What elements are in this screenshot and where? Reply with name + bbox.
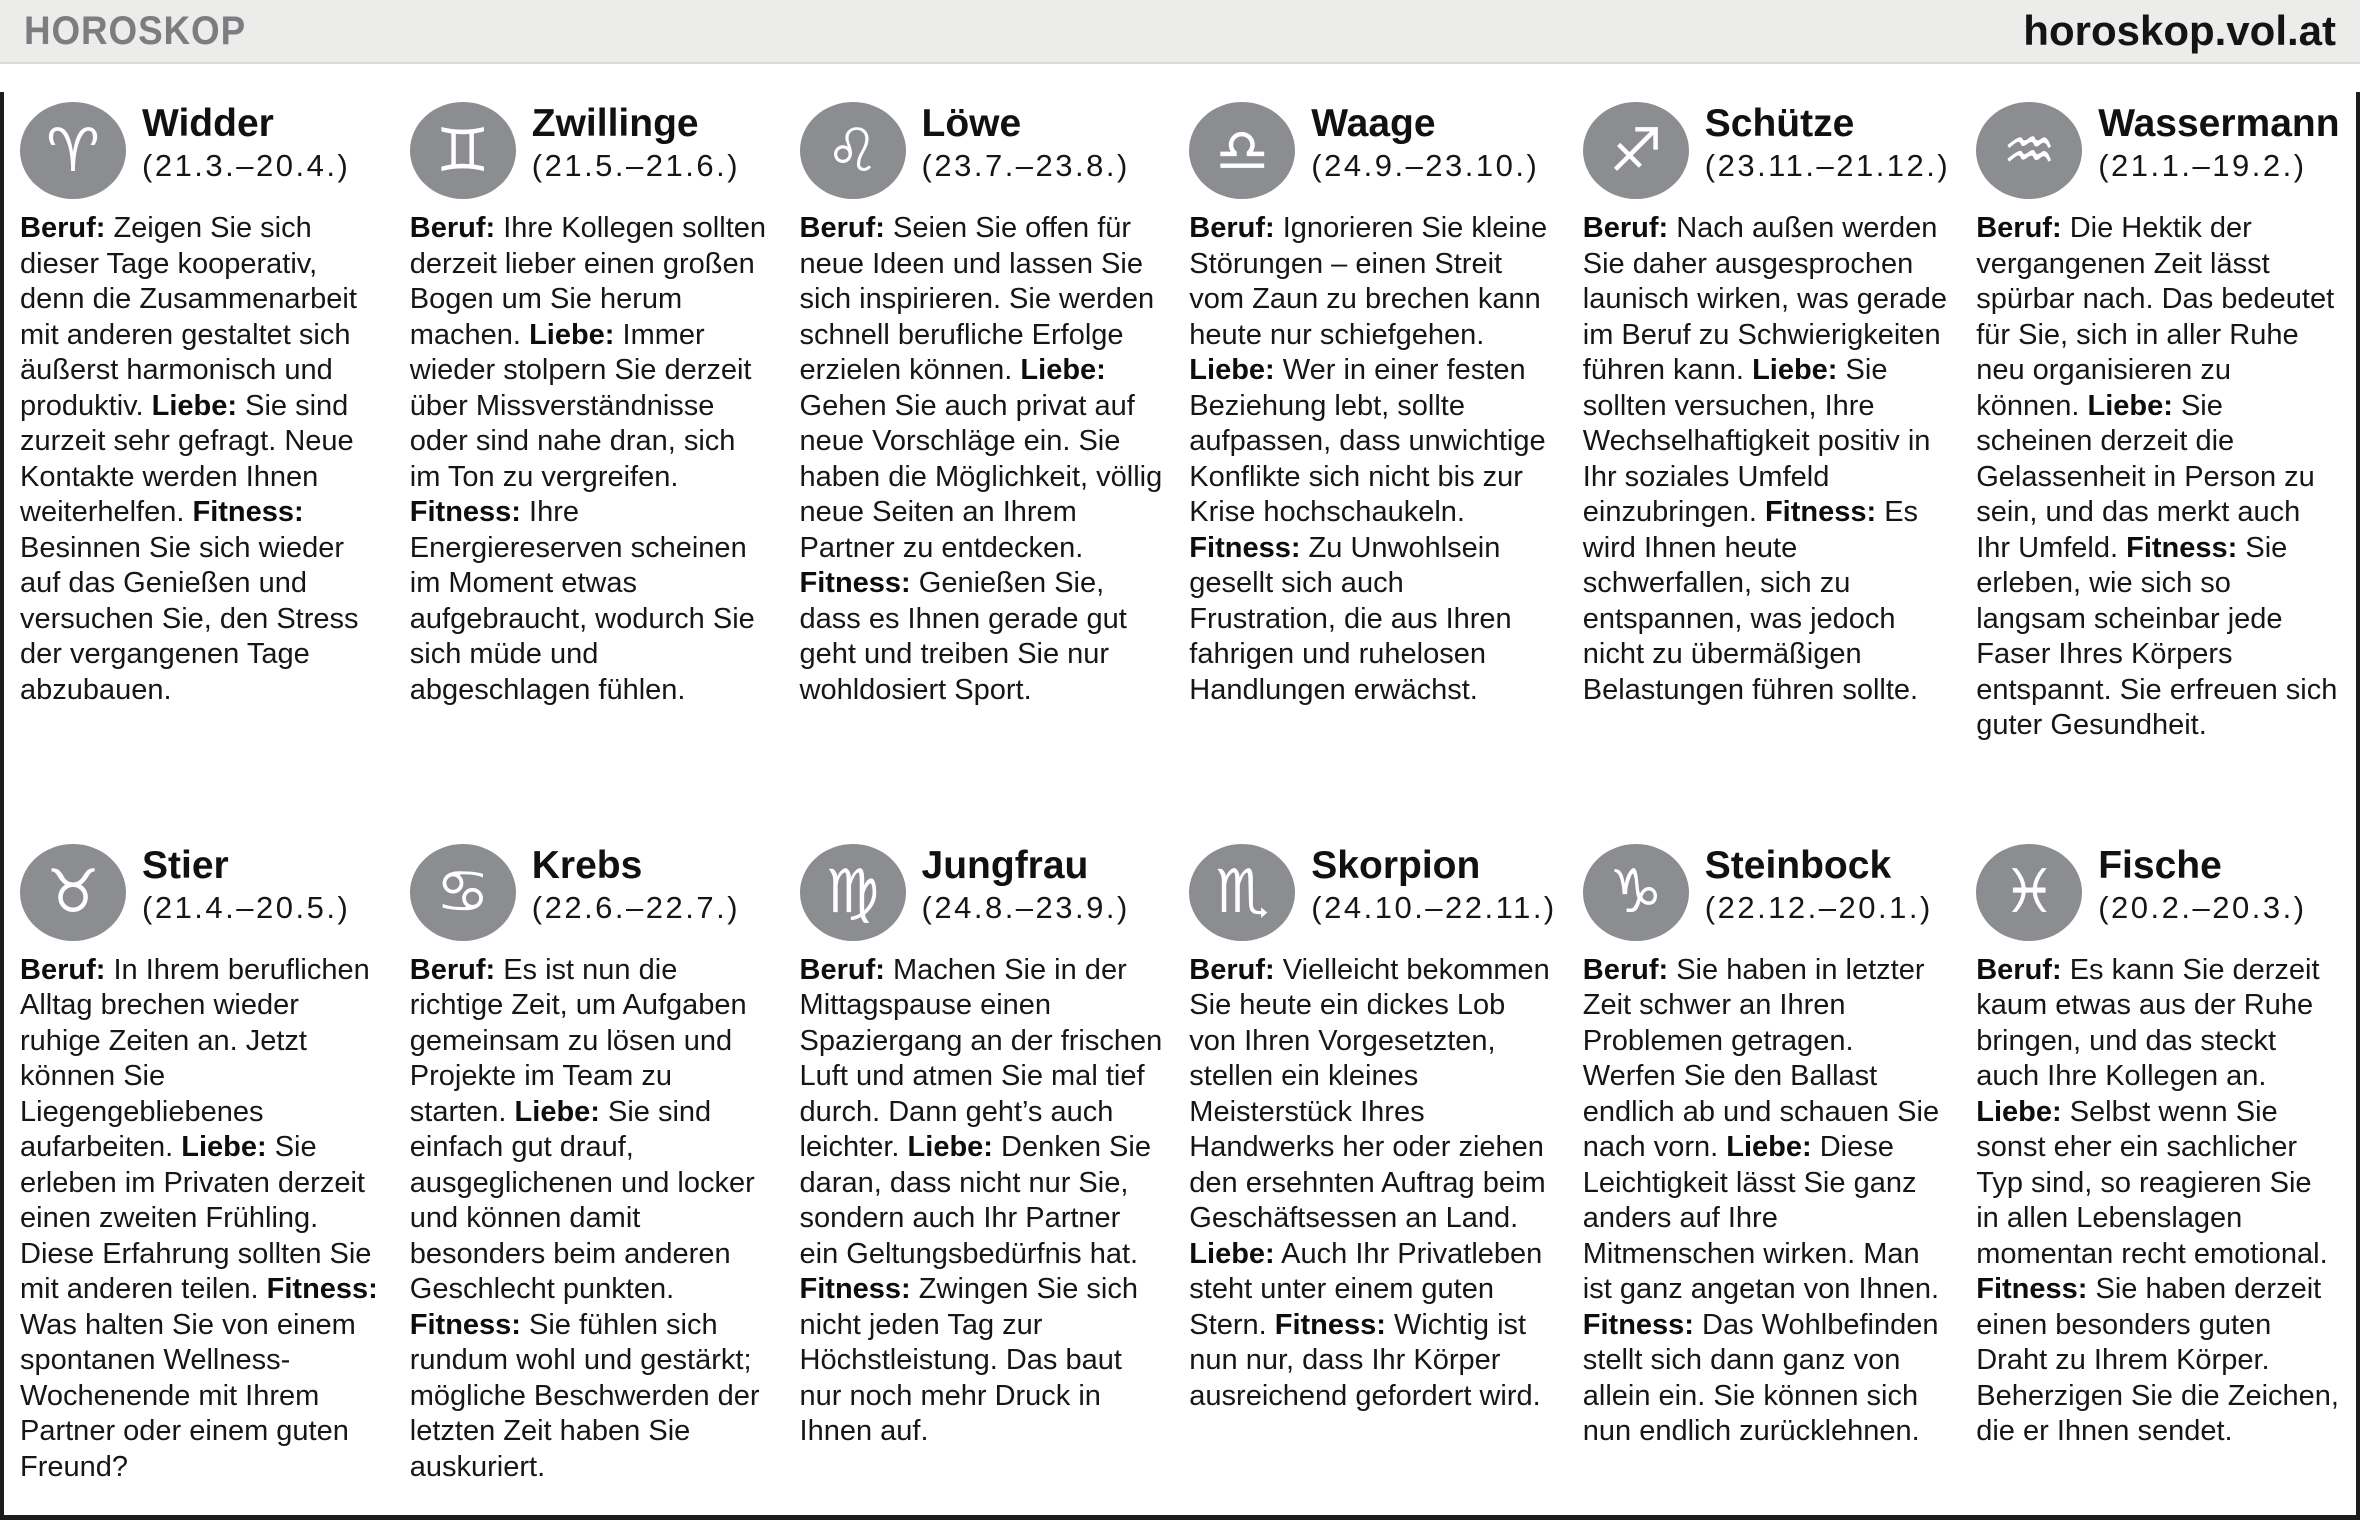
section-label: Liebe: bbox=[1189, 1237, 1275, 1270]
sign-text bbox=[20, 953, 384, 1486]
section-label: Fitness: bbox=[799, 567, 911, 600]
section-label: Liebe: bbox=[1189, 354, 1275, 387]
sign-name: Jungfrau bbox=[921, 843, 1089, 887]
sign-title-block bbox=[2082, 102, 2339, 184]
sign-card-header bbox=[1976, 102, 2340, 199]
sign-name: Krebs bbox=[531, 843, 643, 887]
sign-text bbox=[1583, 953, 1950, 1450]
sign-card-header bbox=[1583, 102, 1950, 199]
section-label: Fitness: bbox=[1274, 1308, 1386, 1341]
aries-icon bbox=[20, 102, 126, 199]
section-text: Auch Ihr Privatleben steht unter einem guten Stern. bbox=[1189, 1237, 1543, 1341]
sign-name: Widder bbox=[142, 102, 274, 145]
section-text: Sie fühlen sich rundum wohl und gestärkt; mögliche Beschwerden der letzten Zeit haben Sie auskuriert. bbox=[409, 1308, 760, 1483]
sign-text bbox=[20, 211, 384, 708]
sign-name: Schütze bbox=[1704, 102, 1855, 145]
sign-card-waage bbox=[1189, 102, 1556, 744]
section-label: Beruf: bbox=[1189, 212, 1275, 244]
sign-card-header bbox=[20, 102, 384, 199]
virgo-icon-glyph: ♍ bbox=[825, 857, 880, 928]
aquarius-icon bbox=[1976, 102, 2082, 199]
section-label: Liebe: bbox=[514, 1095, 600, 1128]
sign-date-range: (20.2.–20.3.) bbox=[2098, 889, 2307, 925]
pisces-icon bbox=[1976, 844, 2082, 941]
section-label: Beruf: bbox=[409, 953, 496, 986]
section-text: Sie haben in letzter Zeit schwer an Ihren Problemen getragen. Werfen Sie den Ballast endlich ab und schauen Sie nach vorn. bbox=[1582, 953, 1940, 1164]
sign-title-block bbox=[516, 102, 740, 184]
sign-title-block bbox=[1295, 844, 1556, 926]
section-label: Fitness: bbox=[799, 1273, 911, 1306]
section-label: Beruf: bbox=[20, 953, 106, 986]
section-label: Liebe: bbox=[151, 389, 238, 422]
section-label: Fitness: bbox=[192, 496, 304, 529]
section-text: Ihre Kollegen sollten derzeit lieber einen großen Bogen um Sie herum machen. bbox=[409, 212, 767, 351]
sign-date-range: (24.10.–22.11.) bbox=[1311, 889, 1557, 925]
section-text: Denken Sie daran, dass nicht nur Sie, sondern auch Ihr Partner ein Geltungsbedürfnis hat. bbox=[799, 1131, 1151, 1270]
section-text: Es ist nun die richtige Zeit, um Aufgaben gemeinsam zu lösen und Projekte im Team zu starten. bbox=[409, 953, 747, 1128]
sign-text bbox=[1189, 953, 1556, 1415]
section-text: Zu Unwohlsein gesellt sich auch Frustration, die aus Ihren fahrigen und ruhelosen Handlungen erwächst. bbox=[1189, 531, 1512, 706]
section-label: Beruf: bbox=[1976, 212, 2062, 244]
section-header-bar bbox=[0, 0, 2360, 64]
horoscope-board bbox=[0, 92, 2360, 1520]
section-label: Fitness: bbox=[2126, 531, 2238, 564]
sign-card-header bbox=[1583, 844, 1950, 941]
sign-title-block bbox=[2082, 844, 2306, 926]
site-url: horoskop.vol.at bbox=[2023, 7, 2336, 54]
section-text: In Ihrem beruflichen Alltag brechen wieder ruhige Zeiten an. Jetzt können Sie Liegengebliebenes aufarbeiten. bbox=[20, 953, 370, 1164]
section-text: Diese Leichtigkeit lässt Sie ganz anders auf Ihre Mitmenschen wirken. Man ist ganz angetan von Ihnen. bbox=[1582, 1131, 1940, 1306]
sign-card-header bbox=[20, 844, 384, 941]
leo-icon bbox=[800, 102, 906, 199]
section-text: Immer wieder stolpern Sie derzeit über Missverständnisse oder sind nahe dran, sich im Ton zu vergreifen. bbox=[409, 318, 752, 493]
section-text: Wer in einer festen Beziehung lebt, sollte aufpassen, dass unwichtige Konflikte sich nicht bis zur Krise hochschaukeln. bbox=[1189, 354, 1546, 529]
section-text: Es kann Sie derzeit kaum etwas aus der Ruhe bringen, und das steckt auch Ihre Kollegen an. bbox=[1976, 953, 2320, 1093]
section-text: Sie scheinen derzeit die Gelassenheit in Person zu sein, und das merkt auch Ihr Umfeld. bbox=[1976, 389, 2315, 564]
sign-text bbox=[410, 953, 774, 1486]
sign-card-header bbox=[1189, 102, 1556, 199]
section-label: Fitness: bbox=[1189, 531, 1301, 564]
section-label: Beruf: bbox=[1189, 953, 1275, 986]
gemini-icon bbox=[410, 102, 516, 199]
sign-card-schuetze bbox=[1583, 102, 1950, 744]
sign-date-range: (21.4.–20.5.) bbox=[142, 889, 351, 925]
sign-date-range: (24.8.–23.9.) bbox=[921, 889, 1130, 925]
sign-card-header bbox=[1189, 844, 1556, 941]
section-label: Beruf: bbox=[1976, 953, 2062, 986]
sign-name: Fische bbox=[2098, 843, 2222, 887]
section-label: Liebe: bbox=[1020, 354, 1106, 387]
section-label: Beruf: bbox=[1582, 212, 1669, 244]
sign-text bbox=[410, 211, 774, 708]
section-text: Sie erleben im Privaten derzeit einen zweiten Frühling. Diese Erfahrung sollten Sie mit anderen teilen. bbox=[20, 1131, 372, 1306]
section-label: Beruf: bbox=[1582, 953, 1669, 986]
section-text: Wichtig ist nun nur, dass Ihr Körper ausreichend gefordert wird. bbox=[1189, 1308, 1541, 1412]
sign-name: Skorpion bbox=[1311, 843, 1481, 887]
section-text: Ihre Energiereserven scheinen im Moment etwas aufgebraucht, wodurch Sie sich müde und abgeschlagen fühlen. bbox=[409, 496, 755, 706]
sagittarius-icon-glyph: ♐ bbox=[1608, 115, 1663, 186]
sign-text bbox=[800, 211, 1164, 708]
sign-title-block bbox=[516, 844, 740, 926]
sign-text bbox=[1583, 211, 1950, 708]
section-label: Fitness: bbox=[1976, 1273, 2088, 1306]
sign-card-zwillinge bbox=[410, 102, 774, 744]
section-text: Selbst wenn Sie sonst eher ein sachlicher Typ sind, so reagieren Sie in allen Lebenslagen momentan recht emotional. bbox=[1976, 1095, 2328, 1270]
sign-card-fische bbox=[1976, 844, 2340, 1486]
sign-text bbox=[800, 953, 1164, 1450]
sign-title-block bbox=[906, 102, 1130, 184]
section-text: Zwingen Sie sich nicht jeden Tag zur Höchstleistung. Das baut nur noch mehr Druck in Ihnen auf. bbox=[799, 1273, 1138, 1448]
section-label: Beruf: bbox=[20, 212, 106, 244]
sign-card-steinbock bbox=[1583, 844, 1950, 1486]
sign-name: Stier bbox=[142, 843, 229, 887]
section-text: Sie haben derzeit einen besonders guten Draht zu Ihrem Körper. Beherzigen Sie die Zeichen, die er Ihnen sendet. bbox=[1976, 1273, 2339, 1448]
libra-icon bbox=[1189, 102, 1295, 199]
section-text: Die Hektik der vergangenen Zeit lässt spürbar nach. Das bedeutet für Sie, sich in aller Ruhe neu organisieren zu können. bbox=[1976, 212, 2335, 422]
sign-title-block bbox=[1689, 844, 1933, 926]
section-label: Fitness: bbox=[409, 496, 521, 529]
section-text: Sie erleben, wie sich so langsam scheinbar jede Faser Ihres Körpers entspannt. Sie erfreuen sich guter Gesundheit. bbox=[1976, 531, 2338, 742]
section-label: Beruf: bbox=[409, 212, 496, 244]
section-text: Machen Sie in der Mittagspause einen Spaziergang an der frischen Luft und atmen Sie mal tief durch. Dann geht’s auch leichter. bbox=[799, 953, 1163, 1164]
sign-name: Löwe bbox=[921, 102, 1022, 145]
sign-text bbox=[1189, 211, 1556, 708]
capricorn-icon-glyph: ♑ bbox=[1608, 857, 1663, 928]
sign-card-loewe bbox=[800, 102, 1164, 744]
section-text: Zeigen Sie sich dieser Tage kooperativ, denn die Zusammenarbeit mit anderen gestaltet sich äußerst harmonisch und produktiv. bbox=[20, 212, 357, 422]
section-label: Beruf: bbox=[799, 953, 885, 986]
section-text: Das Wohlbefinden stellt sich dann ganz von allein ein. Sie können sich nun endlich zurücklehnen. bbox=[1582, 1308, 1939, 1448]
sign-date-range: (22.12.–20.1.) bbox=[1704, 889, 1933, 925]
sign-title-block bbox=[906, 844, 1130, 926]
sign-title-block bbox=[126, 844, 350, 926]
section-label: Liebe: bbox=[1726, 1131, 1812, 1164]
page-title: HOROSKOP bbox=[24, 8, 247, 53]
section-label: Liebe: bbox=[907, 1131, 993, 1164]
section-label: Fitness: bbox=[1764, 496, 1877, 529]
sign-date-range: (23.7.–23.8.) bbox=[921, 147, 1130, 183]
sign-card-header bbox=[800, 844, 1164, 941]
sign-text bbox=[1976, 211, 2340, 744]
sign-name: Wassermann bbox=[2098, 102, 2340, 145]
sign-title-block bbox=[126, 102, 350, 184]
sign-date-range: (21.5.–21.6.) bbox=[531, 147, 741, 183]
gemini-icon-glyph: ♊ bbox=[435, 115, 490, 186]
aquarius-icon-glyph: ♒ bbox=[2002, 115, 2057, 186]
section-text: Sie sind zurzeit sehr gefragt. Neue Kontakte werden Ihnen weiterhelfen. bbox=[20, 389, 354, 529]
aries-icon-glyph: ♈ bbox=[46, 115, 100, 186]
sign-card-wassermann bbox=[1976, 102, 2340, 744]
sagittarius-icon bbox=[1583, 102, 1689, 199]
pisces-icon-glyph: ♓ bbox=[2002, 857, 2057, 928]
section-text: Sie sollten versuchen, Ihre Wechselhaftigkeit positiv in Ihr soziales Umfeld einzubringen. bbox=[1582, 354, 1931, 529]
cancer-icon bbox=[410, 844, 516, 941]
section-text: Genießen Sie, dass es Ihnen gerade gut geht und treiben Sie nur wohldosiert Sport. bbox=[799, 567, 1127, 706]
section-text: Was halten Sie von einem spontanen Wellness-Wochenende mit Ihrem Partner oder einem guten Freund? bbox=[20, 1308, 356, 1483]
section-label: Fitness: bbox=[409, 1308, 521, 1341]
sign-date-range: (22.6.–22.7.) bbox=[531, 889, 741, 925]
sign-text bbox=[1976, 953, 2340, 1450]
section-label: Liebe: bbox=[2087, 389, 2173, 422]
section-text: Es wird Ihnen heute schwerfallen, sich zu entspannen, was jedoch nicht zu übermäßigen Belastungen führen sollte. bbox=[1582, 496, 1919, 706]
sign-card-header bbox=[410, 102, 774, 199]
virgo-icon bbox=[800, 844, 906, 941]
sign-card-header bbox=[410, 844, 774, 941]
sign-card-jungfrau bbox=[800, 844, 1164, 1486]
section-label: Liebe: bbox=[1752, 354, 1838, 387]
section-text: Ignorieren Sie kleine Störungen – einen Streit vom Zaun zu brechen kann heute nur schiefgehen. bbox=[1189, 212, 1548, 351]
sign-date-range: (21.3.–20.4.) bbox=[142, 147, 351, 183]
section-label: Beruf: bbox=[799, 212, 885, 244]
horoscope-grid bbox=[20, 102, 2340, 1485]
sign-date-range: (21.1.–19.2.) bbox=[2098, 147, 2307, 183]
section-label: Liebe: bbox=[1976, 1095, 2062, 1128]
sign-card-krebs bbox=[410, 844, 774, 1486]
section-text: Vielleicht bekommen Sie heute ein dickes Lob von Ihren Vorgesetzten, stellen ein kleines Meisterstück Ihres Handwerks her oder ziehen den ersehnten Auftrag beim Geschäftsessen an Land. bbox=[1189, 953, 1550, 1235]
cancer-icon-glyph: ♋ bbox=[435, 857, 490, 928]
sign-card-header bbox=[800, 102, 1164, 199]
taurus-icon-glyph: ♉ bbox=[46, 857, 100, 928]
leo-icon-glyph: ♌ bbox=[825, 115, 880, 186]
sign-title-block bbox=[1689, 102, 1950, 184]
section-label: Fitness: bbox=[266, 1273, 378, 1306]
libra-icon-glyph: ♎ bbox=[1215, 115, 1270, 186]
sign-date-range: (24.9.–23.10.) bbox=[1311, 147, 1540, 183]
sign-name: Steinbock bbox=[1704, 843, 1892, 887]
section-text: Gehen Sie auch privat auf neue Vorschläge ein. Sie haben die Möglichkeit, völlig neue Seiten an Ihrem Partner zu entdecken. bbox=[799, 389, 1163, 564]
sign-card-stier bbox=[20, 844, 384, 1486]
sign-card-skorpion bbox=[1189, 844, 1556, 1486]
capricorn-icon bbox=[1583, 844, 1689, 941]
sign-card-header bbox=[1976, 844, 2340, 941]
scorpio-icon bbox=[1189, 844, 1295, 941]
section-text: Seien Sie offen für neue Ideen und lassen Sie sich inspirieren. Sie werden schnell berufliche Erfolge erzielen können. bbox=[799, 212, 1155, 387]
taurus-icon bbox=[20, 844, 126, 941]
sign-title-block bbox=[1295, 102, 1539, 184]
scorpio-icon-glyph: ♏ bbox=[1215, 857, 1270, 928]
section-label: Liebe: bbox=[181, 1131, 267, 1164]
sign-date-range: (23.11.–21.12.) bbox=[1704, 147, 1951, 183]
sign-card-widder bbox=[20, 102, 384, 744]
section-text: Nach außen werden Sie daher ausgesprochen launisch wirken, was gerade im Beruf zu Schwierigkeiten führen kann. bbox=[1582, 212, 1948, 387]
sign-name: Zwillinge bbox=[531, 102, 699, 145]
section-label: Fitness: bbox=[1582, 1308, 1694, 1341]
section-label: Liebe: bbox=[529, 318, 615, 351]
section-text: Besinnen Sie sich wieder auf das Genießen und versuchen Sie, den Stress der vergangenen Tage abzubauen. bbox=[20, 531, 359, 706]
sign-name: Waage bbox=[1311, 102, 1436, 145]
section-text: Sie sind einfach gut drauf, ausgeglichenen und locker und können damit besonders beim anderen Geschlecht punkten. bbox=[409, 1095, 755, 1306]
